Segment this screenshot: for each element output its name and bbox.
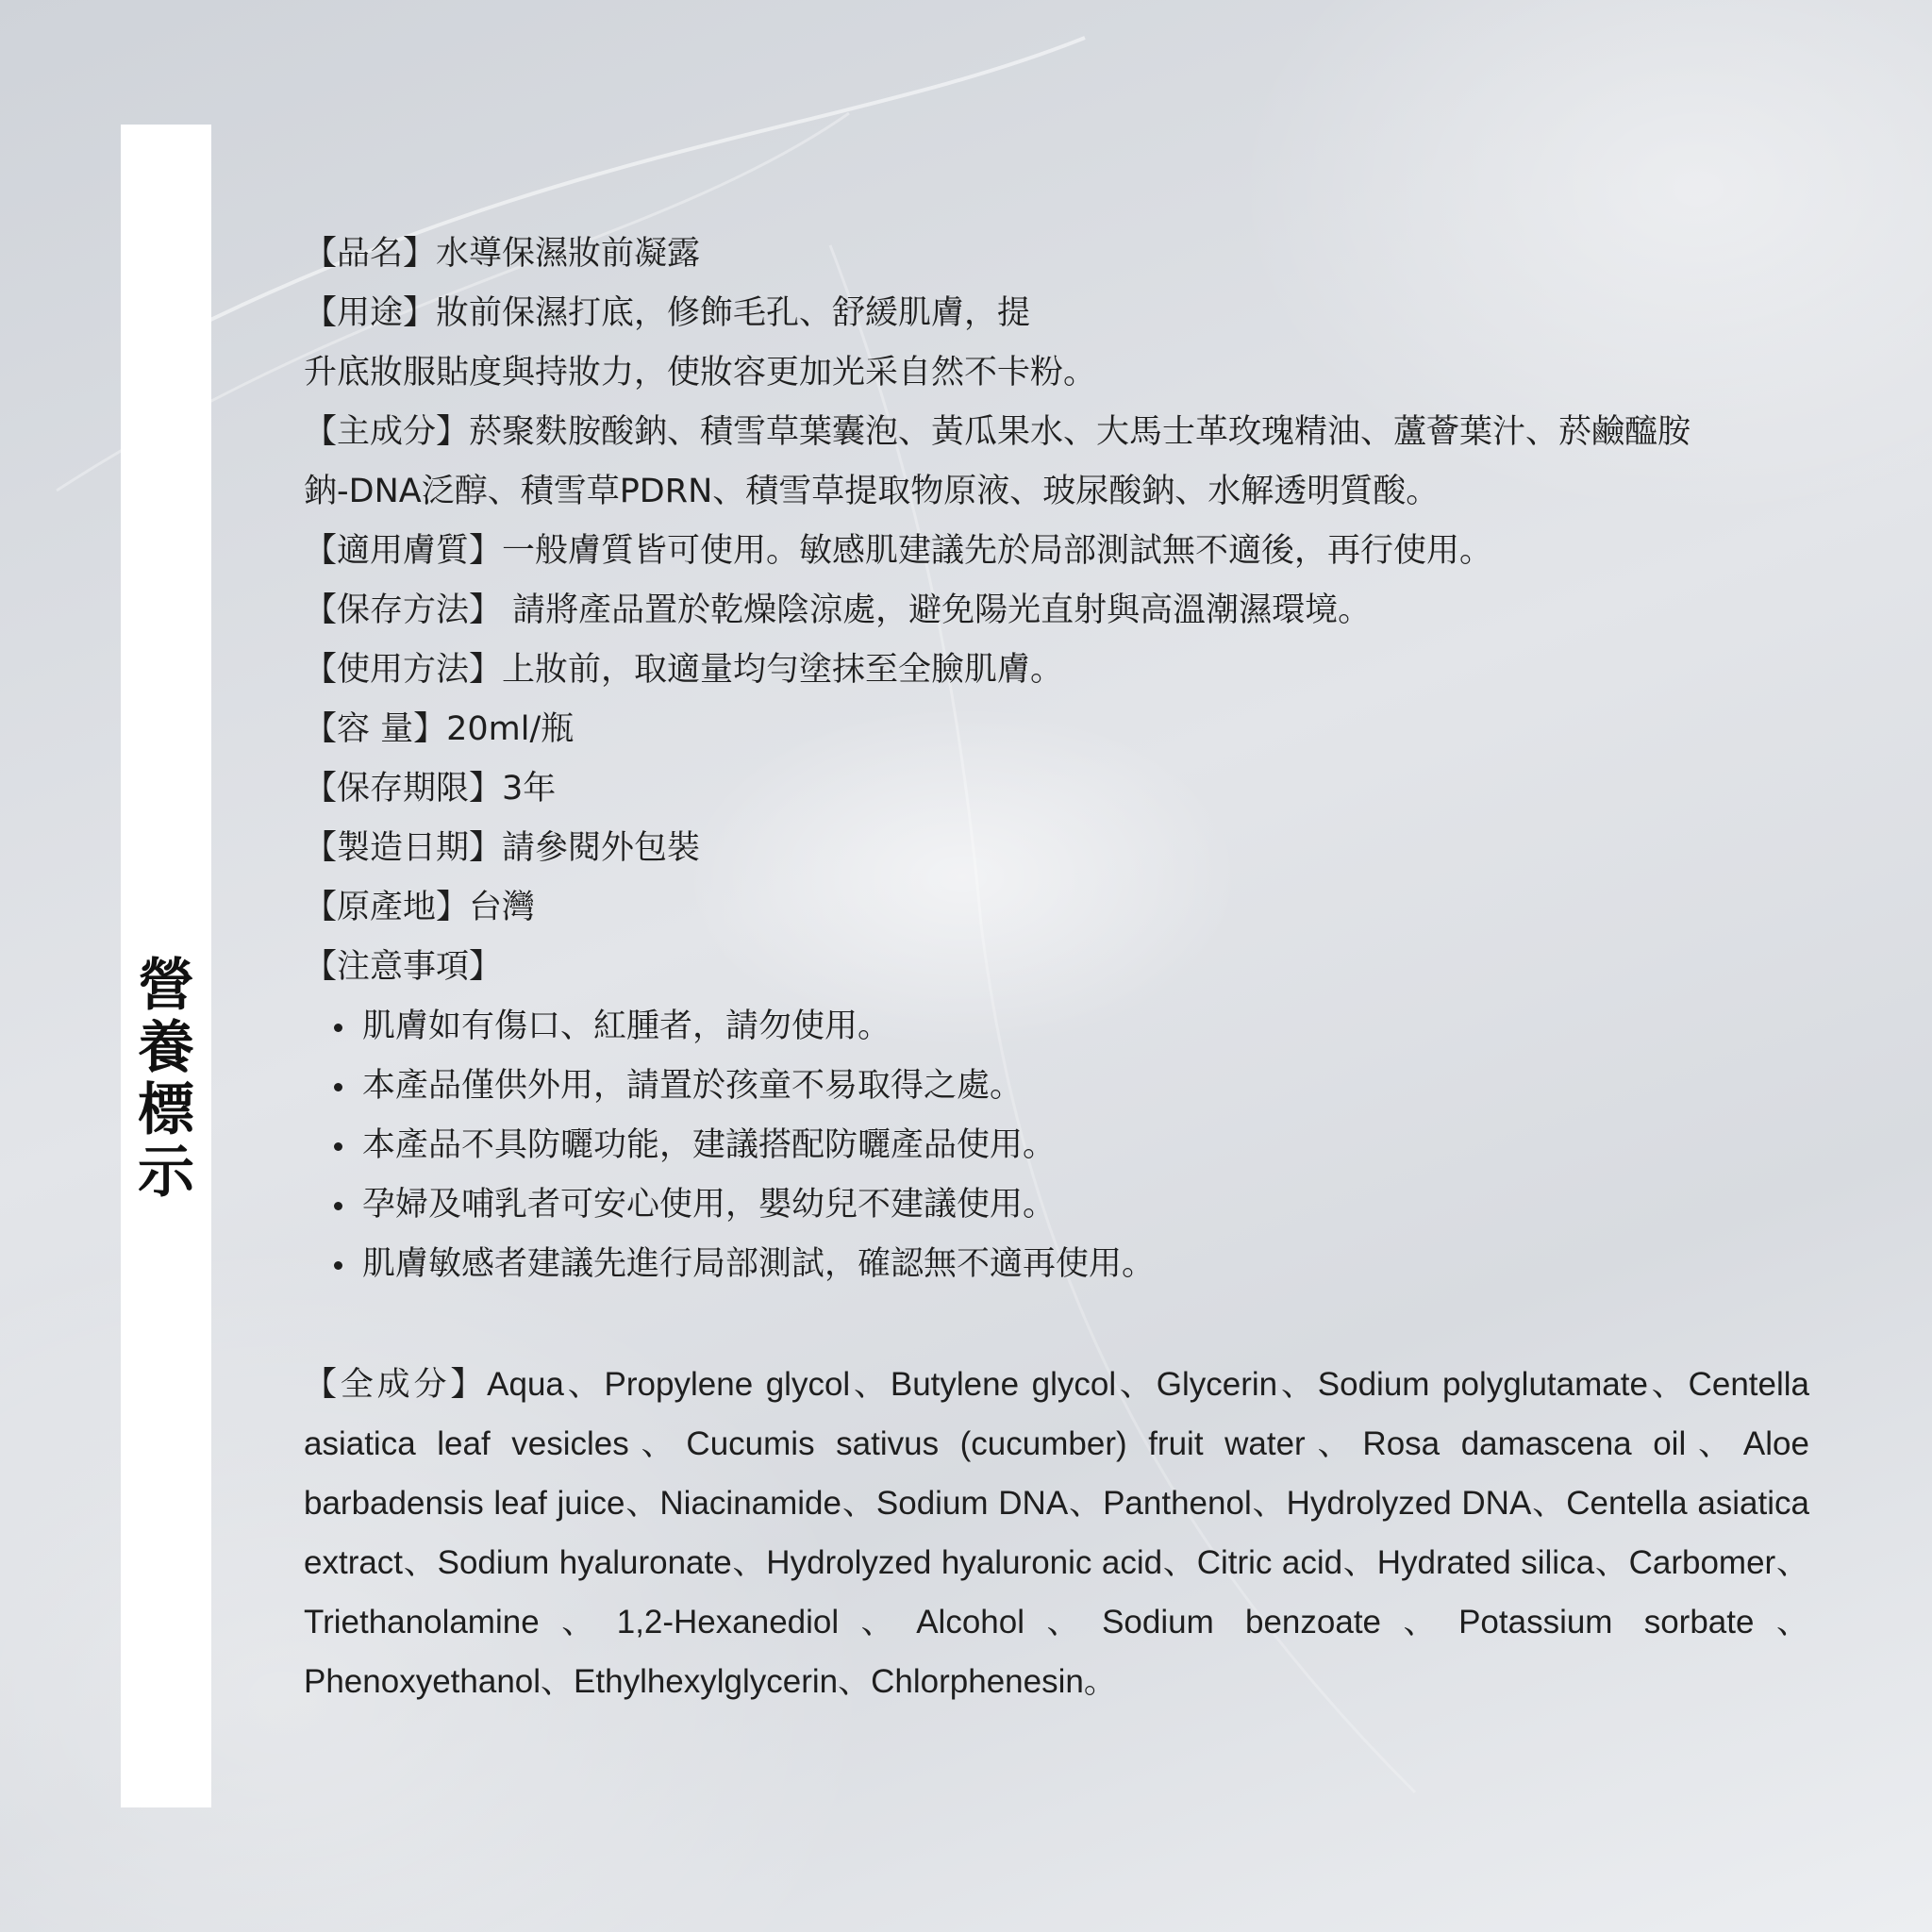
side-title-char: 養 [138, 1015, 194, 1081]
side-title [121, 955, 211, 1204]
label-content [304, 225, 1813, 1711]
side-title-char: 示 [138, 1140, 194, 1206]
list-item: 肌膚敏感者建議先進行局部測試，確認無不適再使用。 [334, 1235, 1813, 1294]
side-title-char: 營 [138, 953, 194, 1019]
volume: 【容 量】20ml/瓶 [304, 710, 575, 748]
side-panel [121, 125, 211, 1807]
notes-heading: 【注意事項】 [304, 948, 503, 986]
main-ingredients-line-1: 【主成分】菸聚麩胺酸鈉、積雪草葉囊泡、黃瓜果水、大馬士革玫瑰精油、蘆薈葉汁、菸鹼醯胺 [304, 413, 1691, 451]
purpose-line-1: 【用途】妝前保濕打底，修飾毛孔、舒緩肌膚，提 [304, 294, 1031, 332]
origin: 【原產地】台灣 [304, 889, 536, 926]
manufacture-date: 【製造日期】請參閱外包裝 [304, 829, 701, 867]
storage-method: 【保存方法】 請將產品置於乾燥陰涼處，避免陽光直射與高溫潮濕環境。 [304, 591, 1372, 629]
full-ingredients: 【全成分】Aqua、Propylene glycol、Butylene glycol、Glycerin、Sodium polyglutamate、Centella asiatica leaf vesicles、Cucumis sativus (cucumber) fruit water、Rosa damascena oil、Aloe barbadensis leaf juice、Niacinamide、Sodium DNA、Panthenol、Hydrolyzed DNA、Centella asiatica extract、Sodium hyaluronate、Hydrolyzed hyaluronic acid、Citric acid、Hydrated silica、Carbomer、Triethanolamine、1,2-Hexanediol、Alcohol、Sodium benzoate、Potassium sorbate、Phenoxyethanol、Ethylhexylglycerin、Chlorphenesin。 [304, 1366, 1809, 1700]
skin-type: 【適用膚質】一般膚質皆可使用。敏感肌建議先於局部測試無不適後，再行使用。 [304, 532, 1493, 570]
notes-list [304, 997, 1813, 1294]
shelf-life: 【保存期限】3年 [304, 770, 557, 808]
list-item: 本產品僅供外用，請置於孩童不易取得之處。 [334, 1057, 1813, 1116]
list-item: 肌膚如有傷口、紅腫者，請勿使用。 [334, 997, 1813, 1057]
usage-method: 【使用方法】上妝前，取適量均勻塗抹至全臉肌膚。 [304, 651, 1064, 689]
list-item: 本產品不具防曬功能，建議搭配防曬產品使用。 [334, 1116, 1813, 1175]
main-ingredients-line-2: 鈉-DNA泛醇、積雪草PDRN、積雪草提取物原液、玻尿酸鈉、水解透明質酸。 [304, 473, 1440, 510]
product-name: 【品名】水導保濕妝前凝露 [304, 235, 701, 273]
purpose-line-2: 升底妝服貼度與持妝力，使妝容更加光采自然不卡粉。 [304, 354, 1097, 391]
list-item: 孕婦及哺乳者可安心使用，嬰幼兒不建議使用。 [334, 1175, 1813, 1235]
side-title-char: 標 [138, 1077, 194, 1143]
